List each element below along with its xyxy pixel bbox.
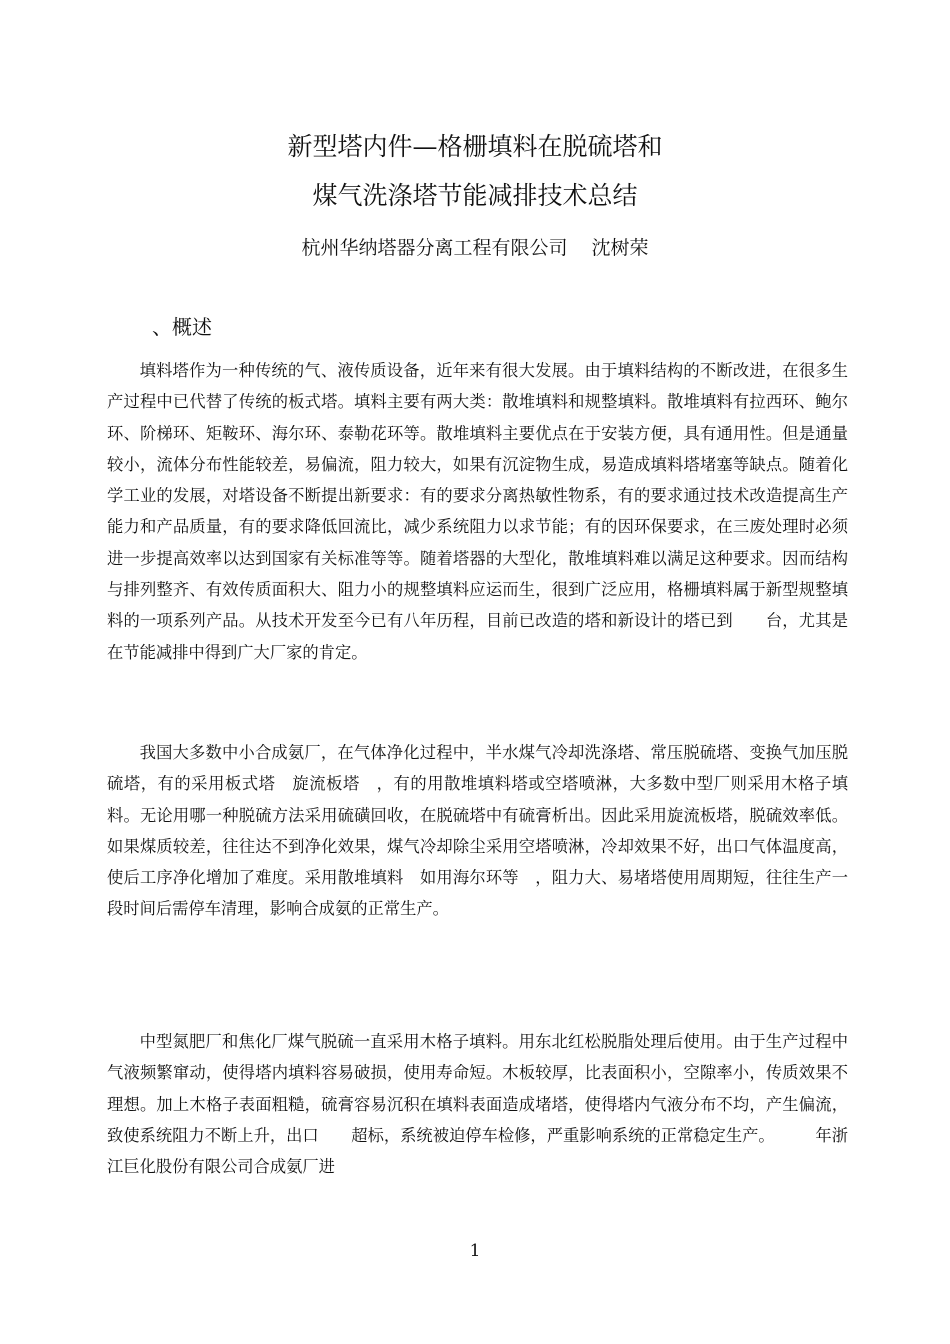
body-paragraph: 中型氮肥厂和焦化厂煤气脱硫一直采用木格子填料。用东北红松脱脂处理后使用。由于生产过程中气液频繁窜动，使得塔内填料容易破损，使用寿命短。木板较厚，比表面积小，空隙率小，传质效果不理想。加上木格子表面粗糙，硫膏容易沉积在填料表面造成堵塔，使得塔内气液分布不均，产生偏流，致使系统阻力不断上升，出口 超标，系统被迫停车检修，严重影响系统的正常稳定生产。 年浙江巨化股份有限公司合成氨厂进 <box>107 1032 848 1177</box>
author-name: 沈树荣 <box>591 237 649 259</box>
section-heading: 、概述 <box>152 315 212 339</box>
body-paragraph: 填料塔作为一种传统的气、液传质设备，近年来有很大发展。由于填料结构的不断改进，在很多生产过程中已代替了传统的板式塔。填料主要有两大类：散堆填料和规整填料。散堆填料有拉西环、鲍尔环、阶梯环、矩鞍环、海尔环、泰勒花环等。散堆填料主要优点在于安装方便，具有通用性。但是通量较小，流体分布性能较差，易偏流，阻力较大，如果有沉淀物生成，易造成填料塔堵塞等缺点。随着化学工业的发展，对塔设备不断提出新要求：有的要求分离热敏性物系，有的要求通过技术改造提高生产能力和产品质量，有的要求降低回流比，减少系统阻力以求节能；有的因环保要求，在三废处理时必须进一步提高效率以达到国家有关标准等等。随着塔器的大型化，散堆填料难以满足这种要求。因而结构与排列整齐、有效传质面积大、阻力小的规整填料应运而生，很到广泛应用，格栅填料属于新型规整填料的一项系列产品。从技术开发至今已有八年历程，目前已改造的塔和新设计的塔已到 台，尤其是在节能减排中得到广大厂家的肯定。 <box>107 361 848 662</box>
body-paragraph: 我国大多数中小合成氨厂，在气体净化过程中，半水煤气冷却洗涤塔、常压脱硫塔、变换气加压脱硫塔，有的采用板式塔 旋流板塔 ，有的用散堆填料塔或空塔喷淋，大多数中型厂则采用木格子填料。无论用哪一种脱硫方法采用硫磺回收，在脱硫塔中有硫膏析出。因此采用旋流板塔，脱硫效率低。如果煤质较差，往往达不到净化效果，煤气冷却除尘采用空塔喷淋，冷却效果不好，出口气体温度高，使后工序净化增加了难度。采用散堆填料 如用海尔环等 ，阻力大、易堵塔使用周期短，往往生产一段时间后需停车清理，影响合成氨的正常生产。 <box>107 743 848 919</box>
author-byline <box>0 233 950 260</box>
document-title-line-2: 煤气洗涤塔节能减排技术总结 <box>312 181 638 210</box>
document-title-line-1: 新型塔内件—格栅填料在脱硫塔和 <box>287 132 663 161</box>
author-company: 杭州华纳塔器分离工程有限公司 <box>301 237 568 259</box>
page-number: 1 <box>469 1241 481 1261</box>
